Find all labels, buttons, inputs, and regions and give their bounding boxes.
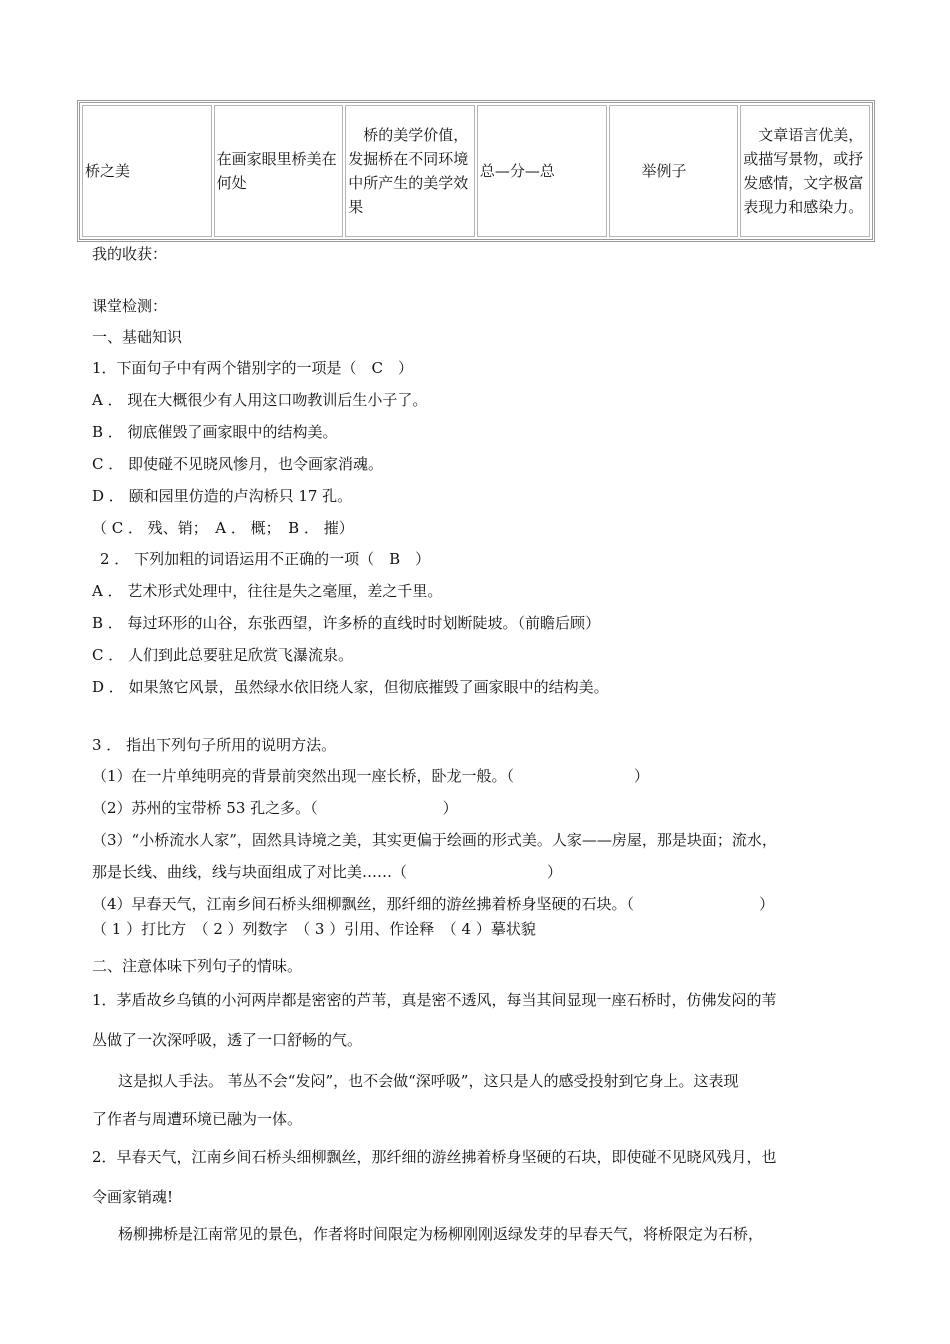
option-c: C ． 人们到此总要驻足欣赏飞瀑流泉。 <box>92 646 354 664</box>
option-c: C ． 即使碰不见晓风惨月，也令画家消魂。 <box>92 455 384 473</box>
paragraph-line: 了作者与周遭环境已融为一体。 <box>92 1110 303 1128</box>
option-d: D ． 如果煞它风景，虽然绿水依旧绕人家，但彻底摧毁了画家眼中的结构美。 <box>92 678 609 696</box>
paragraph-line: 杨柳拂桥是江南常见的景色，作者将时间限定为杨柳刚刚返绿发芽的早春天气，将桥限定为石桥， <box>118 1225 764 1243</box>
paragraph-line: 这是拟人手法。 苇丛不会“发闷”，也不会做“深呼吸”，这只是人的感受投射到它身上。这表现 <box>118 1072 739 1090</box>
paragraph-line: 2．早春天气，江南乡间石桥头细柳飘丝，那纤细的游丝拂着桥身坚硬的石块，即使碰不见晓风残月，也 <box>92 1148 777 1166</box>
table-row <box>82 105 870 237</box>
q3-item-text: （1）在一片单纯明亮的背景前突然出现一座长桥，卧龙一般。（ <box>92 767 515 785</box>
q3-item <box>92 765 649 786</box>
q3-item <box>92 797 458 818</box>
answer-note: （ C ． 残、销； A ． 概； B ． 摧） <box>92 519 354 537</box>
table-cell: 桥的美学价值，发掘桥在不同环境中所产生的美学效果 <box>345 105 475 237</box>
option-a: A ． 艺术形式处理中，往往是失之毫厘，差之千里。 <box>92 582 443 600</box>
question-1: 1．下面句子中有两个错别字的一项是（ C ） <box>92 359 414 377</box>
section-heading: 二、注意体味下列句子的情味。 <box>92 957 303 975</box>
paragraph-line: 1．茅盾故乡乌镇的小河两岸都是密密的芦苇，真是密不透风，每当其间显现一座石桥时，仿佛发闷的苇 <box>92 991 777 1009</box>
table-cell: 文章语言优美，或描写景物，或抒发感情，文字极富表现力和感染力。 <box>740 105 870 237</box>
q3-item-close: ） <box>547 863 563 881</box>
option-d: D ． 颐和园里仿造的卢沟桥只 17 孔。 <box>92 487 353 505</box>
harvest-label: 我的收获： <box>92 245 168 263</box>
table-cell: 举例子 <box>609 105 739 237</box>
option-b: B ． 彻底催毁了画家眼中的结构美。 <box>92 423 338 441</box>
q3-item <box>92 893 774 914</box>
option-a: A ． 现在大概很少有人用这口吻教训后生小子了。 <box>92 391 428 409</box>
table-cell: 在画家眼里桥美在何处 <box>214 105 344 237</box>
q3-item-close: ） <box>634 767 650 785</box>
q3-item-text: （2）苏州的宝带桥 53 孔之多。（ <box>92 799 318 817</box>
section-heading: 一、基础知识 <box>92 328 183 346</box>
paragraph-line: 令画家销魂! <box>92 1188 174 1206</box>
q3-item-text: （4）早春天气，江南乡间石桥头细柳飘丝，那纤细的游丝拂着桥身坚硬的石块。（ <box>92 895 635 913</box>
q3-item-close: ） <box>442 799 458 817</box>
question-2: 2 ． 下列加粗的词语运用不正确的一项（ B ） <box>100 550 431 568</box>
answer-note: （ 1 ）打比方 （ 2 ）列数字 （ 3 ）引用、作诠释 （ 4 ）摹状貌 <box>92 920 536 938</box>
summary-table <box>77 100 875 242</box>
table-cell: 总—分—总 <box>477 105 607 237</box>
paragraph-line: 丛做了一次深呼吸，透了一口舒畅的气。 <box>92 1031 363 1049</box>
q3-item: （3）“小桥流水人家”，固然具诗境之美，其实更偏于绘画的形式美。人家——房屋，那是块面；流水， <box>92 831 777 849</box>
question-3: 3 ． 指出下列句子所用的说明方法。 <box>92 736 337 754</box>
q3-item-text: 那是长线、曲线，线与块面组成了对比美……（ <box>92 863 408 881</box>
q3-item-close: ） <box>759 895 775 913</box>
q3-item-cont <box>92 861 562 882</box>
test-heading: 课堂检测： <box>92 297 168 315</box>
table-cell: 桥之美 <box>82 105 212 237</box>
option-b: B ． 每过环形的山谷，东张西望，许多桥的直线时时划断陡坡。（前瞻后顾） <box>92 614 601 632</box>
